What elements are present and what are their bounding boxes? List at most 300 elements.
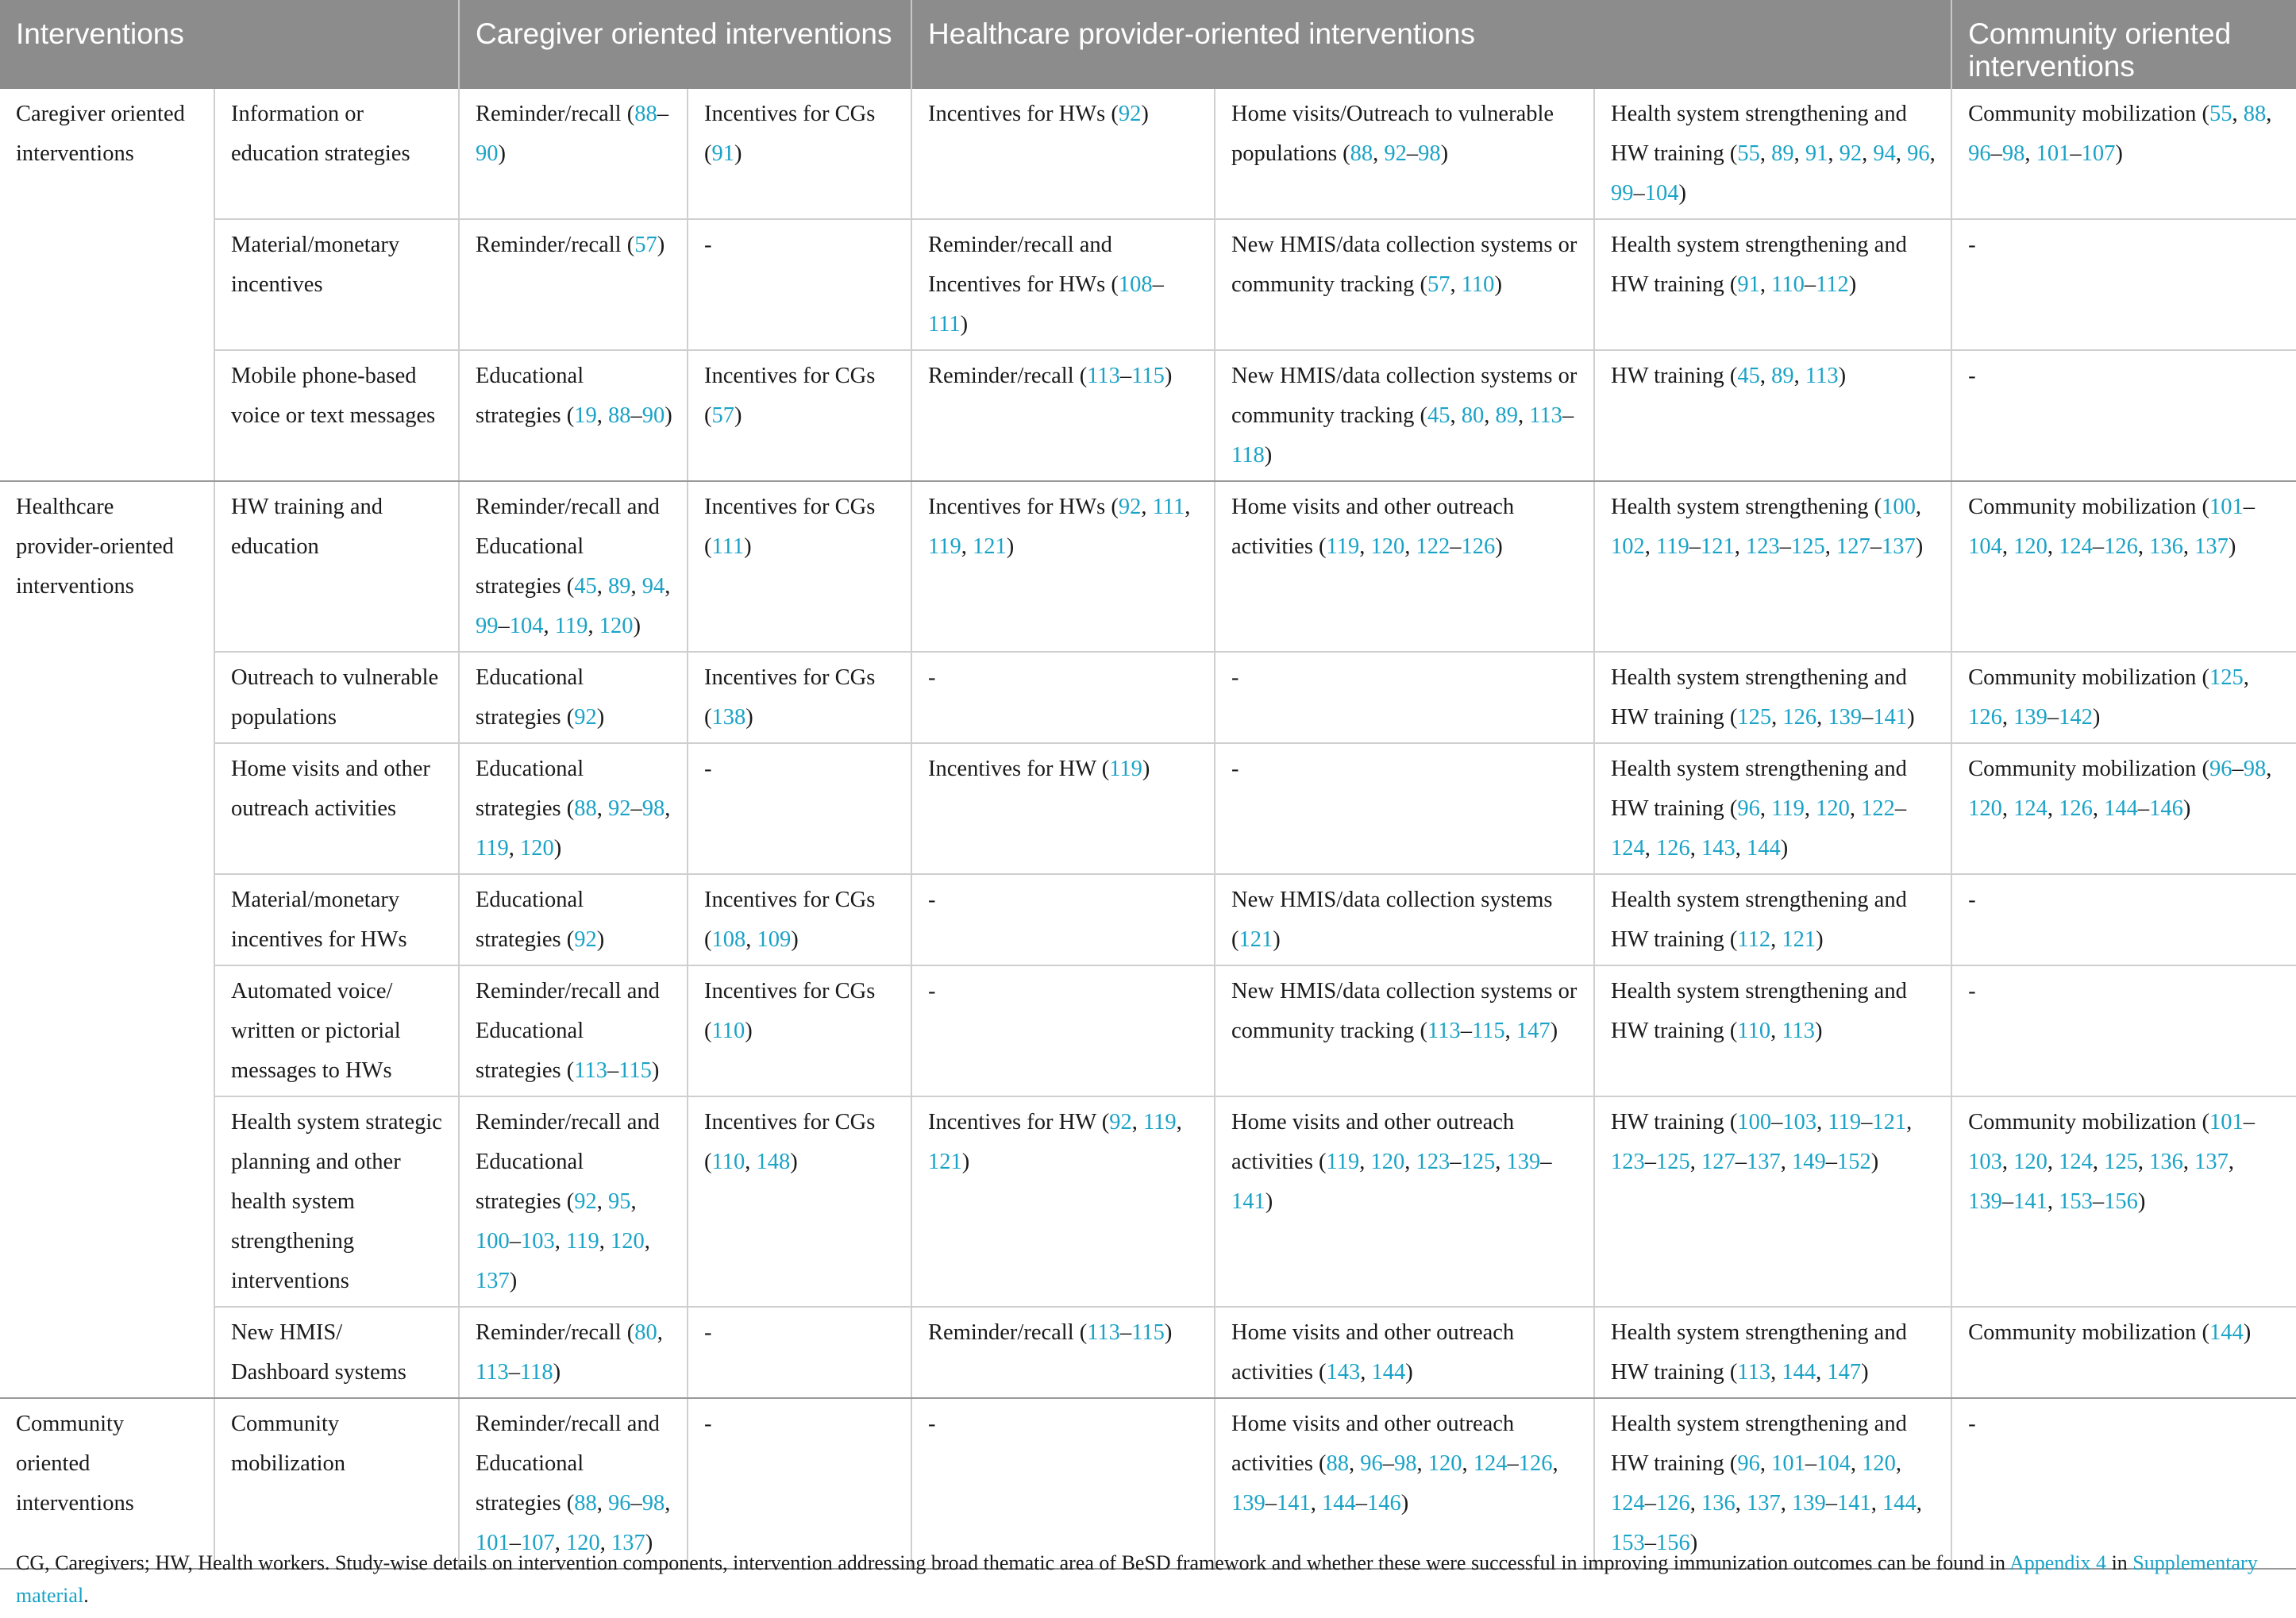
reference-link[interactable]: 113 (1737, 1360, 1771, 1385)
reference-link[interactable]: 96 (1907, 141, 1930, 166)
reference-link[interactable]: 45 (574, 574, 597, 599)
reference-link[interactable]: 144 (1322, 1491, 1356, 1516)
reference-link[interactable]: 139 (1792, 1491, 1826, 1516)
reference-link[interactable]: 111 (928, 312, 961, 337)
reference-link[interactable]: 110 (711, 1019, 745, 1043)
reference-link[interactable]: 136 (2149, 534, 2183, 559)
reference-link[interactable]: 137 (476, 1269, 510, 1293)
header-interventions: Interventions (0, 0, 459, 89)
subgroup-label: Material/monetary incentives (214, 219, 459, 350)
cell-text: , (2228, 1150, 2234, 1174)
reference-link[interactable]: 120 (1427, 1451, 1462, 1476)
cell-text: ) (1861, 1360, 1869, 1385)
cell-text: Reminder/recall and Educational strategies ( (476, 495, 660, 599)
reference-link[interactable]: 121 (1782, 927, 1816, 952)
reference-link[interactable]: 126 (2059, 796, 2093, 821)
reference-link[interactable]: 100 (1882, 495, 1916, 519)
cell-community (1951, 1398, 2296, 1569)
cell-text: ) (1164, 364, 1173, 388)
cell-text: . (83, 1584, 89, 1607)
reference-link[interactable]: 120 (599, 614, 634, 638)
reference-link[interactable]: 94 (641, 574, 665, 599)
reference-link[interactable]: 110 (1737, 1019, 1771, 1043)
reference-link[interactable]: 115 (1471, 1019, 1505, 1043)
reference-link[interactable]: 121 (1872, 1110, 1907, 1135)
cell-caregiver-incentives (688, 1096, 911, 1307)
reference-link[interactable]: 147 (1827, 1360, 1862, 1385)
reference-link[interactable]: 119 (928, 534, 961, 559)
reference-link[interactable]: 88 (2243, 102, 2267, 126)
reference-link[interactable]: 120 (610, 1229, 645, 1254)
cell-text: - (1968, 364, 1976, 388)
reference-link[interactable]: 92 (1118, 102, 1142, 126)
cell-text: , (2001, 796, 2014, 821)
reference-link[interactable]: 88 (574, 796, 597, 821)
reference-link[interactable]: 101 (476, 1531, 510, 1555)
cell-text: Health system strengthening and HW training ( (1611, 233, 1907, 297)
reference-link[interactable]: 55 (1737, 141, 1760, 166)
reference-link[interactable]: 124 (2013, 796, 2048, 821)
cell-text: ) (633, 614, 641, 638)
reference-link[interactable]: 123 (1745, 534, 1780, 559)
reference-link[interactable]: 138 (711, 705, 746, 730)
reference-link[interactable]: 127 (1836, 534, 1870, 559)
reference-link[interactable]: 113 (476, 1360, 509, 1385)
reference-link[interactable]: 101 (2209, 495, 2244, 519)
table-row (0, 219, 2296, 350)
reference-link[interactable]: 156 (2104, 1189, 2138, 1214)
reference-link[interactable]: 121 (972, 534, 1007, 559)
reference-link[interactable]: 103 (1782, 1110, 1817, 1135)
reference-link[interactable]: 119 (1771, 796, 1805, 821)
reference-link[interactable]: 137 (1881, 534, 1916, 559)
reference-link[interactable]: 88 (1326, 1451, 1350, 1476)
reference-link[interactable]: 104 (1816, 1451, 1851, 1476)
cell-text: ) (2115, 141, 2123, 166)
reference-link[interactable]: 57 (711, 403, 735, 428)
reference-link[interactable]: 124 (1473, 1451, 1508, 1476)
cell-text: , (1895, 141, 1908, 166)
reference-link[interactable]: 92 (574, 927, 597, 952)
cell-text: ) (1915, 534, 1924, 559)
reference-link[interactable]: 88 (608, 403, 631, 428)
reference-link[interactable]: 120 (1968, 796, 2002, 821)
reference-link[interactable]: 57 (634, 233, 657, 257)
cell-text: ) (1273, 927, 1281, 952)
reference-link[interactable]: 89 (1771, 141, 1794, 166)
reference-link[interactable]: 127 (1701, 1150, 1735, 1174)
reference-link[interactable]: 45 (1427, 403, 1450, 428)
reference-link[interactable]: 144 (1782, 1360, 1816, 1385)
reference-link[interactable]: 146 (2149, 796, 2183, 821)
cell-text: ) (2228, 534, 2236, 559)
reference-link[interactable]: 137 (1747, 1150, 1781, 1174)
reference-link[interactable]: 126 (1968, 705, 2002, 730)
cell-text: , (1689, 1150, 1702, 1174)
reference-link[interactable]: 122 (1416, 534, 1450, 559)
cell-text: ) (1678, 181, 1687, 206)
cell-text: ) (509, 1269, 518, 1293)
subgroup-label: Automated voice/ written or pictorial messages to HWs (214, 965, 459, 1096)
reference-link[interactable]: 141 (1837, 1491, 1871, 1516)
reference-link[interactable]: 137 (2194, 1150, 2229, 1174)
reference-link[interactable]: 148 (756, 1150, 791, 1174)
reference-link[interactable]: 102 (1611, 534, 1645, 559)
reference-link[interactable]: 141 (1277, 1491, 1311, 1516)
reference-link[interactable]: 115 (1131, 1320, 1165, 1345)
reference-link[interactable]: 89 (608, 574, 631, 599)
reference-link[interactable]: 144 (1371, 1360, 1406, 1385)
reference-link[interactable]: 96 (1360, 1451, 1383, 1476)
reference-link[interactable]: 110 (1461, 272, 1495, 297)
reference-link[interactable]: 139 (2013, 705, 2048, 730)
cell-text: , (1495, 1150, 1507, 1174)
cell-text: – (1894, 796, 1907, 821)
reference-link[interactable]: 137 (2194, 534, 2229, 559)
cell-provider-incentives (911, 350, 1215, 481)
cell-text: Health system strengthening and HW training ( (1611, 102, 1907, 166)
reference-link[interactable]: 92 (608, 796, 631, 821)
reference-link[interactable]: 96 (1737, 796, 1760, 821)
reference-link[interactable]: 96 (1737, 1451, 1760, 1476)
reference-link[interactable]: 110 (711, 1150, 745, 1174)
reference-link[interactable]: 141 (1873, 705, 1908, 730)
group-label: Community oriented interventions (0, 1398, 214, 1569)
cell-text: , (2182, 534, 2195, 559)
reference-link[interactable]: 136 (1701, 1491, 1735, 1516)
cell-provider-training (1594, 652, 1951, 743)
reference-link[interactable]: 98 (1394, 1451, 1417, 1476)
reference-link[interactable]: 80 (634, 1320, 657, 1345)
reference-link[interactable]: 96 (608, 1491, 631, 1516)
cell-text: ) (553, 836, 562, 861)
reference-link[interactable]: 152 (1837, 1150, 1871, 1174)
reference-link[interactable]: 122 (1861, 796, 1895, 821)
reference-link[interactable]: 98 (2243, 757, 2267, 781)
reference-link[interactable]: 101 (2209, 1110, 2244, 1135)
reference-link[interactable]: 107 (521, 1531, 555, 1555)
reference-link[interactable]: 119 (1326, 1150, 1360, 1174)
reference-link[interactable]: 120 (1370, 534, 1405, 559)
reference-link[interactable]: 101 (2036, 141, 2071, 166)
reference-link[interactable]: 103 (1968, 1150, 2002, 1174)
cell-text: , (1349, 1451, 1361, 1476)
reference-link[interactable]: 113 (1087, 364, 1120, 388)
cell-text: - (1968, 233, 1976, 257)
reference-link[interactable]: 144 (2104, 796, 2138, 821)
reference-link[interactable]: 139 (1506, 1150, 1541, 1174)
reference-link[interactable]: 119 (1142, 1110, 1177, 1135)
reference-link[interactable]: 103 (521, 1229, 555, 1254)
cell-community (1951, 219, 2296, 350)
reference-link[interactable]: 120 (1816, 796, 1850, 821)
reference-link[interactable]: 139 (1231, 1491, 1265, 1516)
reference-link[interactable]: 90 (476, 141, 499, 166)
reference-link[interactable]: 153 (2059, 1189, 2093, 1214)
reference-link[interactable]: 109 (757, 927, 792, 952)
reference-link[interactable]: 100 (1737, 1110, 1772, 1135)
reference-link[interactable]: 139 (1828, 705, 1863, 730)
reference-link[interactable]: 110 (1771, 272, 1805, 297)
reference-link[interactable]: 104 (1644, 181, 1679, 206)
subgroup-label: HW training and education (214, 481, 459, 652)
reference-link[interactable]: 144 (1747, 836, 1781, 861)
reference-link[interactable]: 118 (519, 1360, 553, 1385)
cell-caregiver-incentives (688, 89, 911, 219)
cell-text: Health system strengthening and HW training ( (1611, 979, 1907, 1043)
reference-link[interactable]: 137 (611, 1531, 645, 1555)
table-row (0, 481, 2296, 652)
cell-text: Home visits/Outreach to vulnerable populations ( (1231, 102, 1554, 166)
cell-text: New HMIS/data collection systems or community tracking ( (1231, 979, 1578, 1043)
reference-link[interactable]: Supplementary material (16, 1551, 2258, 1607)
cell-text: Reminder/recall ( (476, 102, 635, 126)
cell-caregiver-incentives (688, 965, 911, 1096)
reference-link[interactable]: 88 (574, 1491, 597, 1516)
reference-link[interactable]: 144 (2209, 1320, 2244, 1345)
reference-link[interactable]: 119 (554, 614, 588, 638)
reference-link[interactable]: 98 (2001, 141, 2025, 166)
reference-link[interactable]: 92 (1109, 1110, 1132, 1135)
reference-link[interactable]: 118 (1231, 443, 1265, 468)
reference-link[interactable]: 96 (2209, 757, 2232, 781)
cell-text: – (630, 796, 642, 821)
reference-link[interactable]: 141 (1231, 1189, 1265, 1214)
reference-link[interactable]: 124 (1611, 836, 1645, 861)
reference-link[interactable]: 88 (1350, 141, 1373, 166)
reference-link[interactable]: 98 (1418, 141, 1441, 166)
cell-text: Incentives for CGs ( (704, 495, 876, 559)
reference-link[interactable]: 98 (641, 796, 665, 821)
reference-link[interactable]: 143 (1326, 1360, 1361, 1385)
cell-text: , (961, 534, 973, 559)
cell-text: ) (1405, 1360, 1413, 1385)
cell-text: HW training ( (1611, 364, 1738, 388)
reference-link[interactable]: 121 (1239, 927, 1273, 952)
cell-text: – (1825, 1491, 1838, 1516)
reference-link[interactable]: 104 (509, 614, 544, 638)
reference-link[interactable]: 111 (711, 534, 745, 559)
table-row (0, 350, 2296, 481)
cell-text: – (2243, 495, 2256, 519)
reference-link[interactable]: 136 (2149, 1150, 2183, 1174)
reference-link[interactable]: 104 (1968, 534, 2002, 559)
reference-link[interactable]: 55 (2209, 102, 2232, 126)
reference-link[interactable]: 96 (1968, 141, 1991, 166)
cell-provider-outreach (1215, 481, 1594, 652)
reference-link[interactable]: 101 (1771, 1451, 1805, 1476)
reference-link[interactable]: 92 (1118, 495, 1142, 519)
reference-link[interactable]: 57 (1427, 272, 1450, 297)
cell-text: – (1805, 1451, 1817, 1476)
cell-caregiver-incentives (688, 1398, 911, 1569)
cell-text: - (1968, 1412, 1976, 1436)
cell-text: Educational strategies ( (476, 757, 584, 821)
cell-text: – (1633, 181, 1645, 206)
reference-link[interactable]: 126 (1518, 1451, 1553, 1476)
reference-link[interactable]: 126 (2104, 534, 2138, 559)
reference-link[interactable]: 99 (1611, 181, 1634, 206)
cell-text: , (1450, 272, 1462, 297)
cell-text: – (1771, 1110, 1783, 1135)
reference-link[interactable]: 121 (1700, 534, 1735, 559)
reference-link[interactable]: 120 (566, 1531, 600, 1555)
reference-link[interactable]: 120 (519, 836, 554, 861)
reference-link[interactable]: 123 (1611, 1150, 1645, 1174)
reference-link[interactable]: 88 (634, 102, 657, 126)
cell-text: Health system strengthening ( (1611, 495, 1882, 519)
cell-text: ) (1006, 534, 1015, 559)
cell-text: Community mobilization ( (1968, 102, 2210, 126)
cell-caregiver-incentives (688, 219, 911, 350)
reference-link[interactable]: 107 (2081, 141, 2116, 166)
reference-link[interactable]: 92 (1839, 141, 1863, 166)
reference-link[interactable]: 108 (1118, 272, 1153, 297)
reference-link[interactable]: 89 (1495, 403, 1518, 428)
reference-link[interactable]: 125 (1461, 1150, 1496, 1174)
reference-link[interactable]: 108 (711, 927, 746, 952)
reference-link[interactable]: 126 (1782, 705, 1817, 730)
reference-link[interactable]: 156 (1656, 1531, 1690, 1555)
reference-link[interactable]: 112 (1737, 927, 1771, 952)
cell-text: , (1816, 1360, 1828, 1385)
reference-link[interactable]: 92 (574, 1189, 597, 1214)
cell-text: ) (2137, 1189, 2146, 1214)
table-row (0, 965, 2296, 1096)
cell-text: , (1404, 1150, 1416, 1174)
reference-link[interactable]: 119 (1656, 534, 1689, 559)
reference-link[interactable]: 119 (476, 836, 509, 861)
cell-text: ) (960, 312, 969, 337)
reference-link[interactable]: 149 (1792, 1150, 1826, 1174)
reference-link[interactable]: 126 (1656, 836, 1690, 861)
reference-link[interactable]: 92 (574, 705, 597, 730)
reference-link[interactable]: 123 (1416, 1150, 1450, 1174)
cell-caregiver-incentives (688, 1307, 911, 1398)
cell-community (1951, 874, 2296, 965)
reference-link[interactable]: 113 (1805, 364, 1839, 388)
cell-text: , (1793, 141, 1805, 166)
cell-text: Reminder/recall and Educational strategies ( (476, 979, 660, 1083)
reference-link[interactable]: 120 (2013, 1150, 2048, 1174)
reference-link[interactable]: 100 (476, 1229, 510, 1254)
cell-text: – (2137, 796, 2150, 821)
cell-text: CG, Caregivers; HW, Health workers. Study-wise details on intervention components, intervention addressing broad thematic area of BeSD framework and whether these were successful in improving immunization outcomes can be found in (16, 1551, 2010, 1574)
reference-link[interactable]: 113 (1087, 1320, 1120, 1345)
reference-link[interactable]: 147 (1516, 1019, 1551, 1043)
reference-link[interactable]: 125 (1790, 534, 1825, 559)
cell-text: – (630, 1491, 642, 1516)
reference-link[interactable]: 120 (1370, 1150, 1405, 1174)
cell-provider-incentives (911, 89, 1215, 219)
cell-text: ) (1264, 443, 1273, 468)
reference-link[interactable]: 119 (1109, 757, 1142, 781)
reference-link[interactable]: 125 (1737, 705, 1772, 730)
reference-link[interactable]: 111 (1152, 495, 1185, 519)
cell-text: , (1450, 403, 1462, 428)
reference-link[interactable]: 113 (1427, 1019, 1461, 1043)
reference-link[interactable]: 113 (1529, 403, 1562, 428)
cell-text: - (704, 233, 712, 257)
reference-link[interactable]: 126 (1656, 1491, 1690, 1516)
cell-community (1951, 1096, 2296, 1307)
reference-link[interactable]: 137 (1747, 1491, 1781, 1516)
reference-link[interactable]: 92 (1384, 141, 1407, 166)
cell-text: , (745, 1150, 757, 1174)
reference-link[interactable]: 113 (1782, 1019, 1816, 1043)
cell-text: – (1450, 534, 1462, 559)
cell-text: Incentives for CGs ( (704, 979, 876, 1043)
reference-link[interactable]: 119 (566, 1229, 599, 1254)
reference-link[interactable]: 119 (1326, 534, 1360, 559)
cell-text: – (607, 1058, 619, 1083)
reference-link[interactable]: 125 (2209, 665, 2244, 690)
cell-provider-outreach (1215, 874, 1594, 965)
reference-link[interactable]: 120 (2013, 534, 2048, 559)
reference-link[interactable]: 139 (1968, 1189, 2002, 1214)
reference-link[interactable]: 120 (1862, 1451, 1896, 1476)
cell-text: , (2232, 102, 2244, 126)
cell-provider-training (1594, 1096, 1951, 1307)
reference-link[interactable]: 146 (1367, 1491, 1401, 1516)
reference-link[interactable]: 45 (1737, 364, 1760, 388)
reference-link[interactable]: Appendix 4 (2009, 1551, 2107, 1574)
cell-text: , (1770, 927, 1782, 952)
subgroup-label: Community mobilization (214, 1398, 459, 1569)
cell-provider-training (1594, 89, 1951, 219)
reference-link[interactable]: 126 (1461, 534, 1496, 559)
cell-text: , (1504, 1019, 1516, 1043)
reference-link[interactable]: 115 (618, 1058, 652, 1083)
reference-link[interactable]: 142 (2059, 705, 2093, 730)
reference-link[interactable]: 94 (1873, 141, 1896, 166)
reference-link[interactable]: 144 (1882, 1491, 1917, 1516)
reference-link[interactable]: 125 (2104, 1150, 2138, 1174)
reference-link[interactable]: 113 (574, 1058, 607, 1083)
reference-link[interactable]: 115 (1131, 364, 1165, 388)
reference-link[interactable]: 89 (1771, 364, 1794, 388)
cell-text: – (2092, 1189, 2105, 1214)
table-row (0, 1398, 2296, 1569)
subgroup-label: Outreach to vulnerable populations (214, 652, 459, 743)
reference-link[interactable]: 124 (2059, 1150, 2093, 1174)
reference-link[interactable]: 124 (2059, 534, 2093, 559)
reference-link[interactable]: 119 (1828, 1110, 1862, 1135)
reference-link[interactable]: 95 (608, 1189, 631, 1214)
cell-text: ) (498, 141, 507, 166)
cell-text: – (1644, 1491, 1657, 1516)
reference-link[interactable]: 99 (476, 614, 499, 638)
reference-link[interactable]: 125 (1656, 1150, 1690, 1174)
cell-text: ) (1141, 102, 1149, 126)
reference-link[interactable]: 80 (1461, 403, 1485, 428)
reference-link[interactable]: 91 (1737, 272, 1760, 297)
reference-link[interactable]: 141 (2013, 1189, 2048, 1214)
reference-link[interactable]: 90 (641, 403, 665, 428)
reference-link[interactable]: 121 (928, 1150, 962, 1174)
reference-link[interactable]: 153 (1611, 1531, 1645, 1555)
reference-link[interactable]: 143 (1701, 836, 1735, 861)
reference-link[interactable]: 112 (1816, 272, 1849, 297)
cell-provider-incentives (911, 652, 1215, 743)
reference-link[interactable]: 91 (711, 141, 735, 166)
cell-text: , (2243, 665, 2249, 690)
reference-link[interactable]: 91 (1805, 141, 1828, 166)
reference-link[interactable]: 19 (574, 403, 597, 428)
reference-link[interactable]: 124 (1611, 1491, 1645, 1516)
cell-text: ) (1815, 1019, 1823, 1043)
reference-link[interactable]: 98 (641, 1491, 665, 1516)
